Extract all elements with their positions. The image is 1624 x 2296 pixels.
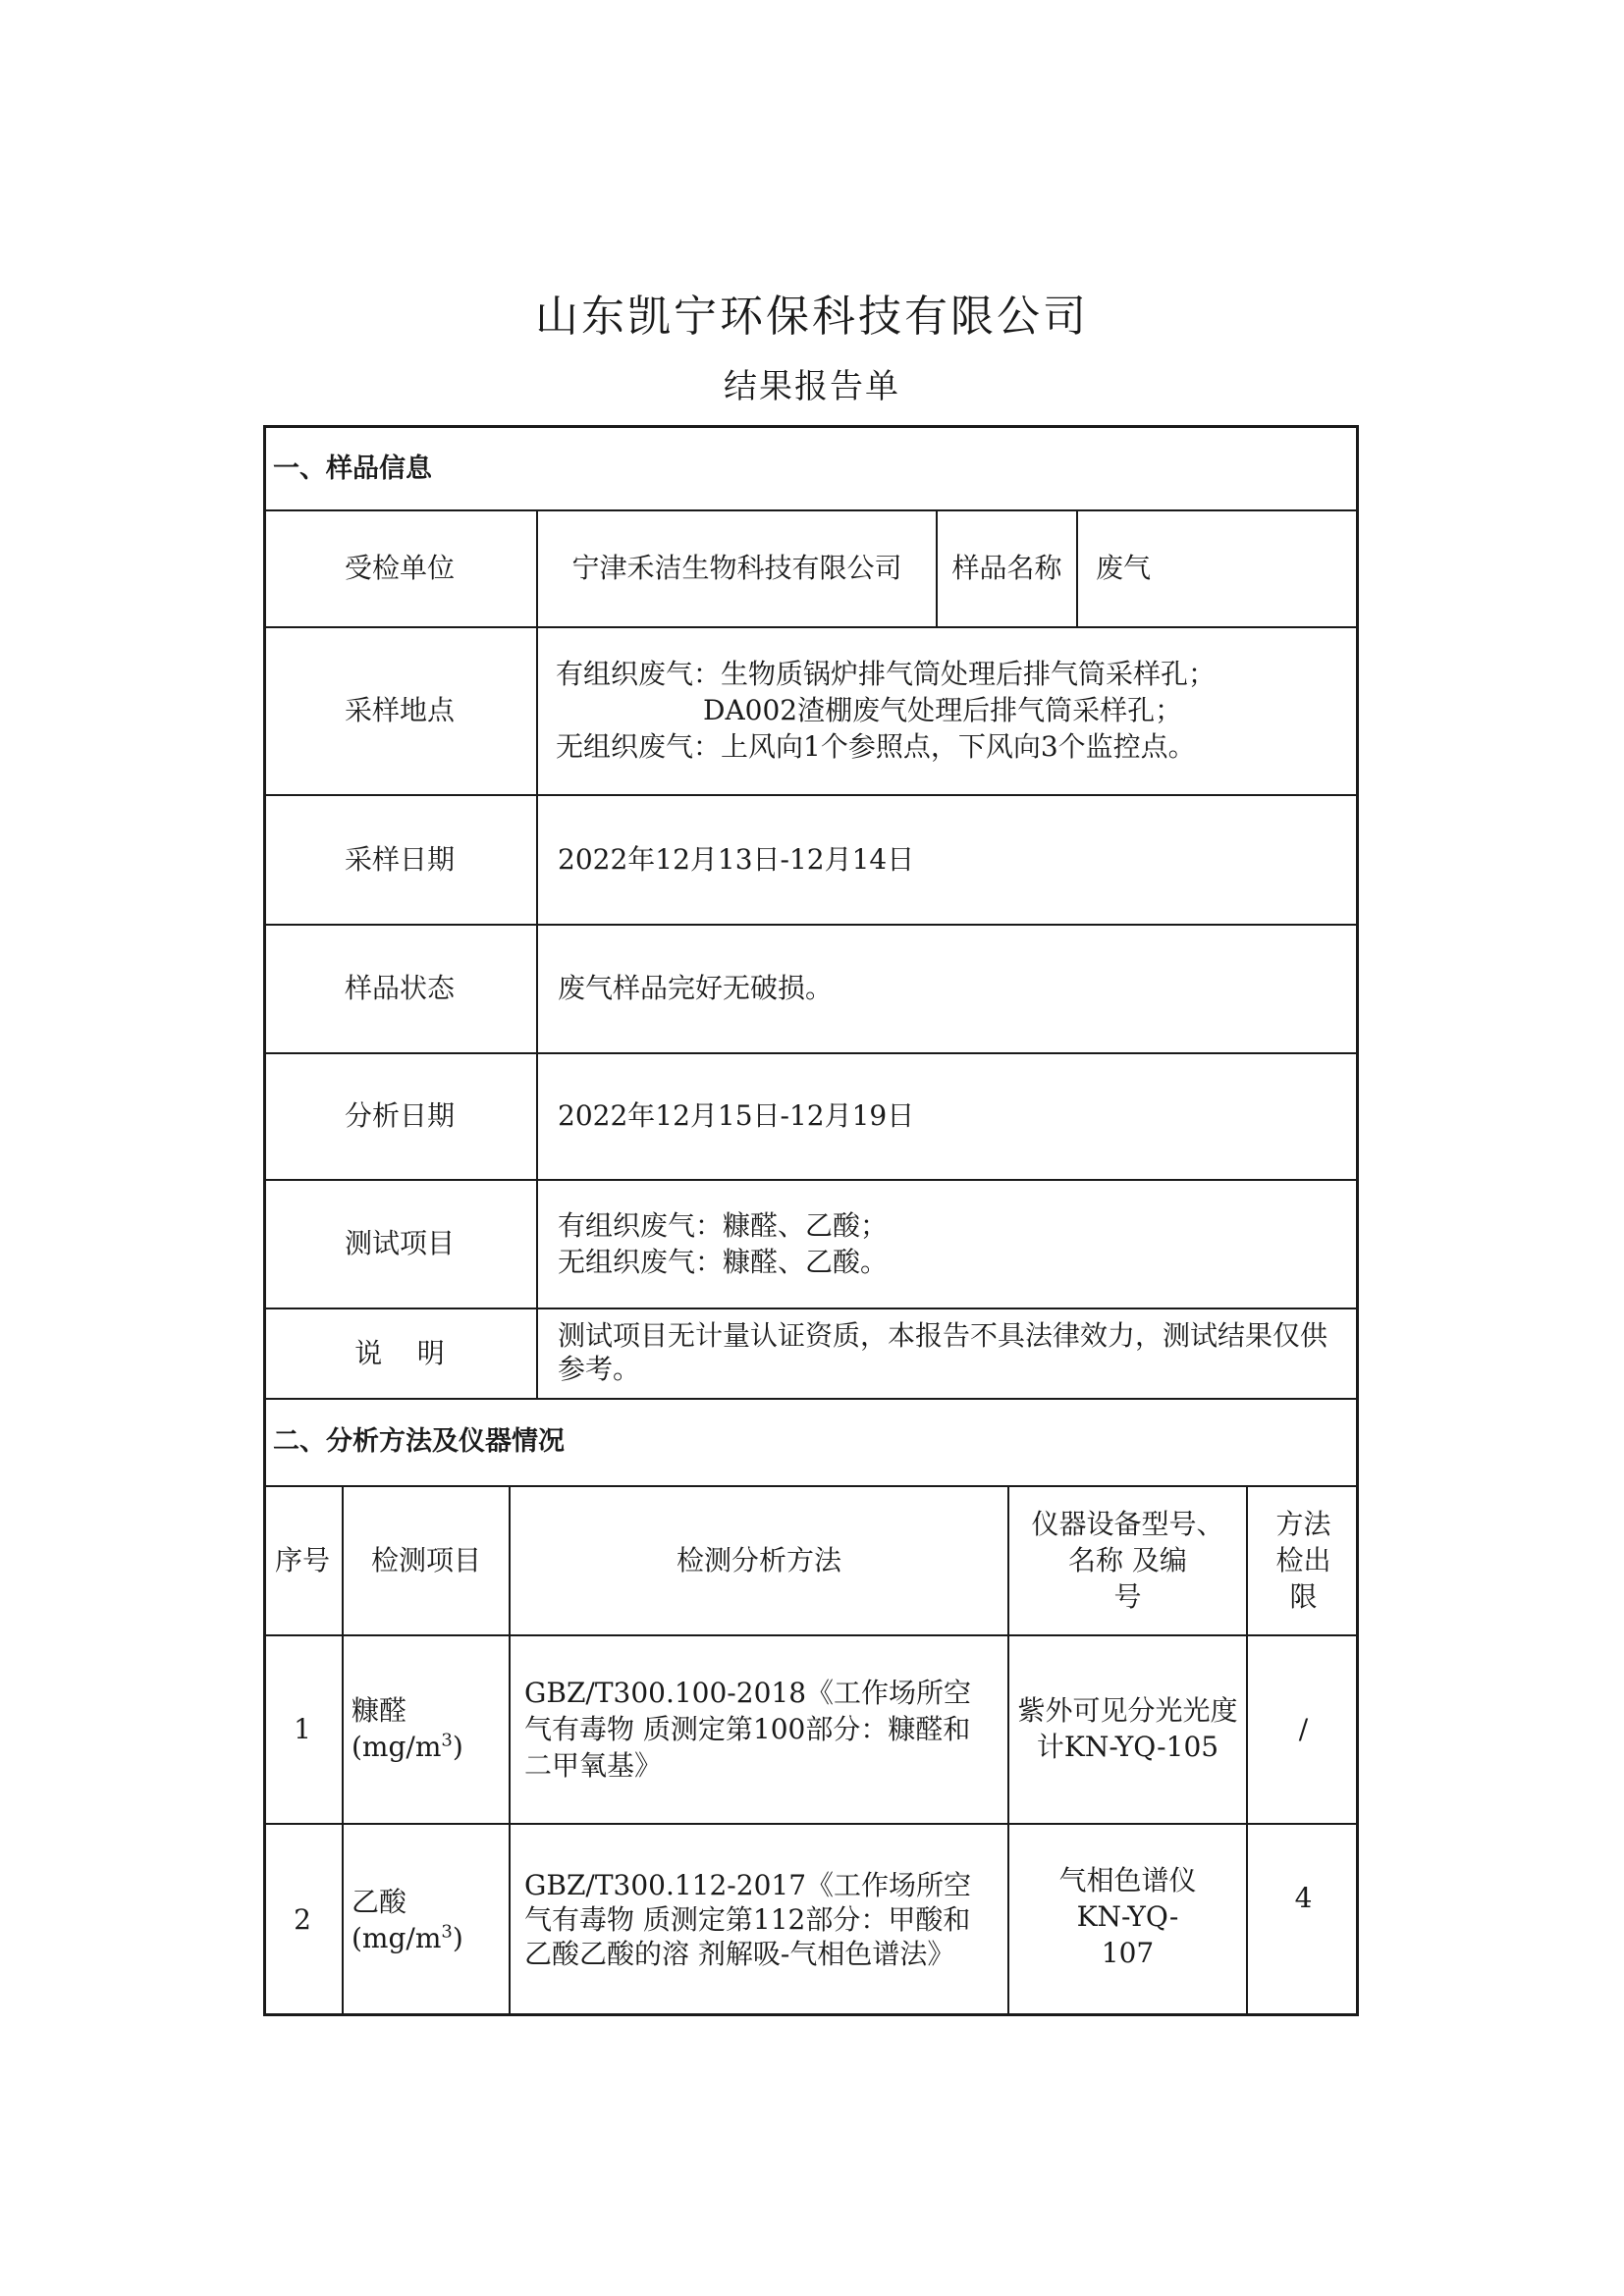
row-item-name: 糠醛	[352, 1694, 407, 1727]
test-items-label: 测试项目	[344, 1227, 455, 1259]
page-subtitle: 结果报告单	[724, 367, 900, 406]
test-items-line: 无组织废气：糠醛、乙酸。	[558, 1245, 889, 1278]
sampling-date-value: 2022年12月13日-12月14日	[558, 842, 915, 876]
row-item-name: 乙酸	[352, 1885, 407, 1918]
sampling-site-line: DA002渣棚废气处理后排气筒采样孔；	[703, 694, 1183, 726]
row-limit: 4	[1294, 1882, 1313, 1914]
row-seq: 1	[294, 1712, 311, 1745]
column-header-limit: 方法 检出 限	[1275, 1507, 1331, 1613]
row-item	[344, 1823, 509, 2016]
sample-name-value: 废气	[1096, 552, 1152, 584]
sample-state-value: 废气样品完好无破损。	[558, 972, 834, 1004]
page-title: 山东凯宁环保科技有限公司	[535, 292, 1089, 342]
analysis-date-value: 2022年12月15日-12月19日	[558, 1099, 915, 1132]
sampling-site-line: 有组织废气：生物质锅炉排气筒处理后排气筒采样孔；	[556, 658, 1217, 690]
analysis-date-label: 分析日期	[344, 1099, 455, 1132]
row-limit: /	[1298, 1712, 1309, 1745]
row-item-unit: $(mg/m^3)$	[352, 1730, 463, 1763]
section-heading-methods: 二、分析方法及仪器情况	[273, 1426, 565, 1457]
inspected-unit-value: 宁津禾洁生物科技有限公司	[571, 552, 902, 584]
test-items-value	[538, 1179, 1359, 1308]
column-header-item: 检测项目	[370, 1543, 481, 1576]
column-header-seq: 序号	[274, 1543, 330, 1576]
inspected-unit-label: 受检单位	[344, 552, 455, 584]
sampling-site-value	[538, 626, 1359, 794]
section-heading-sample-info: 一、样品信息	[273, 454, 432, 484]
sampling-site-line: 无组织废气：上风向1个参照点，下风向3个监控点。	[556, 730, 1196, 763]
note-value: 测试项目无计量认证资质，本报告不具法律效力，测试结果仅供参考。	[558, 1319, 1328, 1385]
note-label: 说 明	[354, 1336, 445, 1369]
column-header-instrument: 仪器设备型号、 名称 及编 号	[1031, 1507, 1224, 1613]
sampling-date-label: 采样日期	[344, 842, 455, 876]
sample-state-label: 样品状态	[344, 972, 455, 1004]
column-header-method: 检测分析方法	[676, 1543, 841, 1576]
row-method: GBZ/T300.100-2018《工作场所空气有毒物 质测定第100部分：糠醛和二甲氧基》	[524, 1676, 972, 1782]
sample-name-label: 样品名称	[951, 552, 1062, 584]
row-instrument: 气相色谱仪 KN-YQ- 107	[1058, 1864, 1197, 1969]
row-item-unit: $(mg/m^3)$	[352, 1921, 463, 1954]
row-seq: 2	[294, 1903, 311, 1936]
test-items-line: 有组织废气：糠醛、乙酸；	[558, 1208, 889, 1242]
row-instrument: 紫外可见分光光度计KN-YQ-105	[1017, 1694, 1238, 1763]
row-item	[344, 1634, 509, 1823]
row-method: GBZ/T300.112-2017《工作场所空气有毒物 质测定第112部分：甲酸和乙酸乙酸的溶 剂解吸-气相色谱法》	[524, 1869, 972, 1970]
sampling-site-label: 采样地点	[344, 694, 455, 726]
